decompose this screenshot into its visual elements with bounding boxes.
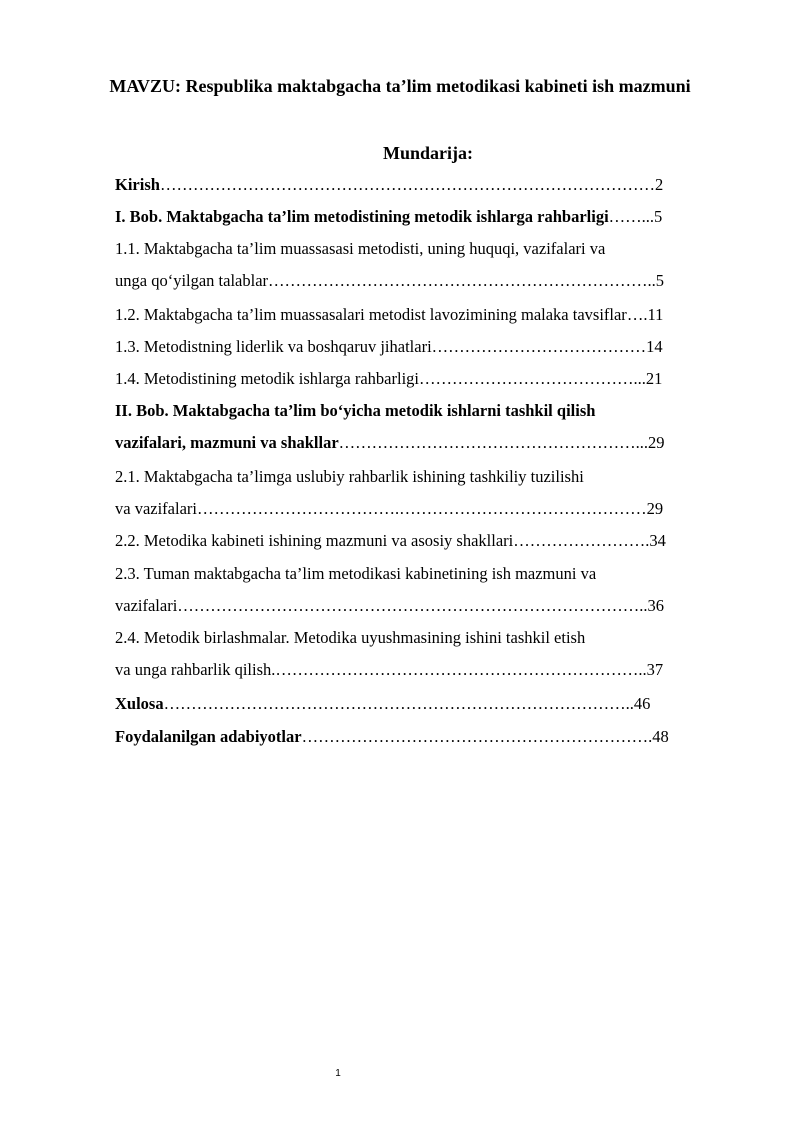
toc-entry-text: 2.4. Metodik birlashmalar. Metodika uyushmasining ishini tashkil etish (115, 628, 586, 647)
toc-entry-text: va vazifalari (115, 499, 197, 518)
toc-entry-text: vazifalari (115, 596, 178, 615)
toc-entry-xulosa (115, 694, 650, 714)
toc-entry-text: unga qo‘yilgan talablar (115, 271, 269, 290)
toc-entry-page: 5 (655, 271, 665, 290)
toc-entry-text: II. Bob. Maktabgacha ta’lim bo‘yicha metodik ishlarni tashkil qilish (115, 401, 596, 420)
page-number: 1 (335, 1068, 341, 1079)
toc-entry-text: 1.1. Maktabgacha ta’lim muassasasi metodisti, uning huquqi, vazifalari va (115, 239, 606, 258)
toc-entry-kirish (115, 175, 663, 195)
toc-entry-text: Foydalanilgan adabiyotlar (115, 727, 302, 746)
toc-entry-1-2 (115, 305, 663, 325)
toc-entry-page: 36 (647, 596, 665, 615)
toc-entry-2-1-line1 (115, 467, 584, 487)
toc-entry-2-3-line2 (115, 596, 664, 616)
toc-entry-page: 48 (652, 727, 669, 746)
toc-entry-1-3 (115, 337, 663, 357)
toc-heading: Mundarija: (383, 143, 473, 163)
toc-entry-text: Kirish (115, 175, 160, 194)
toc-entry-text: 2.3. Tuman maktabgacha ta’lim metodikasi kabinetining ish mazmuni va (115, 564, 597, 583)
toc-entry-page: 2 (654, 175, 664, 194)
toc-entry-leader: ……... (608, 207, 655, 226)
toc-entry-leader: ………………………………………………………. (301, 727, 653, 746)
toc-entry-text: 2.1. Maktabgacha ta’limga uslubiy rahbarlik ishining tashkiliy tuzilishi (115, 467, 584, 486)
toc-entry-page: 29 (646, 499, 664, 518)
toc-entry-2-1-line2 (115, 499, 663, 519)
toc-entry-2-2 (115, 531, 666, 551)
toc-entry-chapter-2-line1 (115, 401, 595, 421)
toc-entry-text: I. Bob. Maktabgacha ta’lim metodistining metodik ishlarga rahbarligi (115, 207, 609, 226)
toc-entry-text: vazifalari, mazmuni va shakllar (115, 433, 339, 452)
toc-entry-2-4-line1 (115, 628, 585, 648)
toc-entry-chapter-2-line2 (115, 433, 665, 453)
document-title: MAVZU: Respublika maktabgacha ta’lim metodikasi kabineti ish mazmuni (109, 76, 691, 96)
toc-entry-leader: ………………………………………………………….. (275, 660, 647, 679)
toc-entry-text: va unga rahbarlik qilish. (115, 660, 276, 679)
toc-entry-leader: …………………………………………………………….. (268, 271, 656, 290)
toc-entry-text: 1.3. Metodistning liderlik va boshqaruv jihatlari (115, 337, 432, 356)
toc-entry-adabiyotlar (115, 727, 669, 747)
toc-entry-leader: ………………………………………………... (338, 433, 649, 452)
toc-entry-leader: …………………………………... (419, 369, 646, 388)
toc-entry-text: Xulosa (115, 694, 164, 713)
toc-entry-1-4 (115, 369, 662, 389)
toc-entry-leader: ………………………………………………………………………….. (177, 596, 648, 615)
toc-entry-leader: ………………………………………………………………………….. (163, 694, 634, 713)
toc-entry-page: 5 (654, 207, 663, 226)
toc-entry-page: 14 (646, 337, 663, 356)
toc-entry-page: 21 (645, 369, 663, 388)
toc-entry-leader: ……………………. (513, 531, 650, 550)
toc-entry-page: 29 (648, 433, 665, 452)
toc-entry-1-1-line2 (115, 271, 664, 291)
toc-entry-2-3-line1 (115, 564, 596, 584)
toc-entry-leader: ……………………………….……………………………………… (196, 499, 647, 518)
toc-entry-text: 1.2. Maktabgacha ta’lim muassasalari metodist lavozimining malaka tavsiflar (115, 305, 627, 324)
toc-entry-page: 11 (647, 305, 664, 324)
toc-entry-2-4-line2 (115, 660, 663, 680)
toc-entry-leader: ……………………………………………………………………………… (159, 175, 655, 194)
toc-entry-chapter-1 (115, 207, 662, 227)
toc-entry-page: 34 (649, 531, 666, 550)
toc-entry-text: 1.4. Metodistining metodik ishlarga rahbarligi (115, 369, 419, 388)
toc-entry-leader: ………………………………… (431, 337, 647, 356)
toc-entry-page: 37 (646, 660, 664, 679)
toc-entry-page: 46 (633, 694, 651, 713)
toc-entry-text: 2.2. Metodika kabineti ishining mazmuni va asosiy shakllari (115, 531, 514, 550)
toc-entry-1-1-line1 (115, 239, 605, 259)
toc-entry-leader: …. (626, 305, 648, 324)
